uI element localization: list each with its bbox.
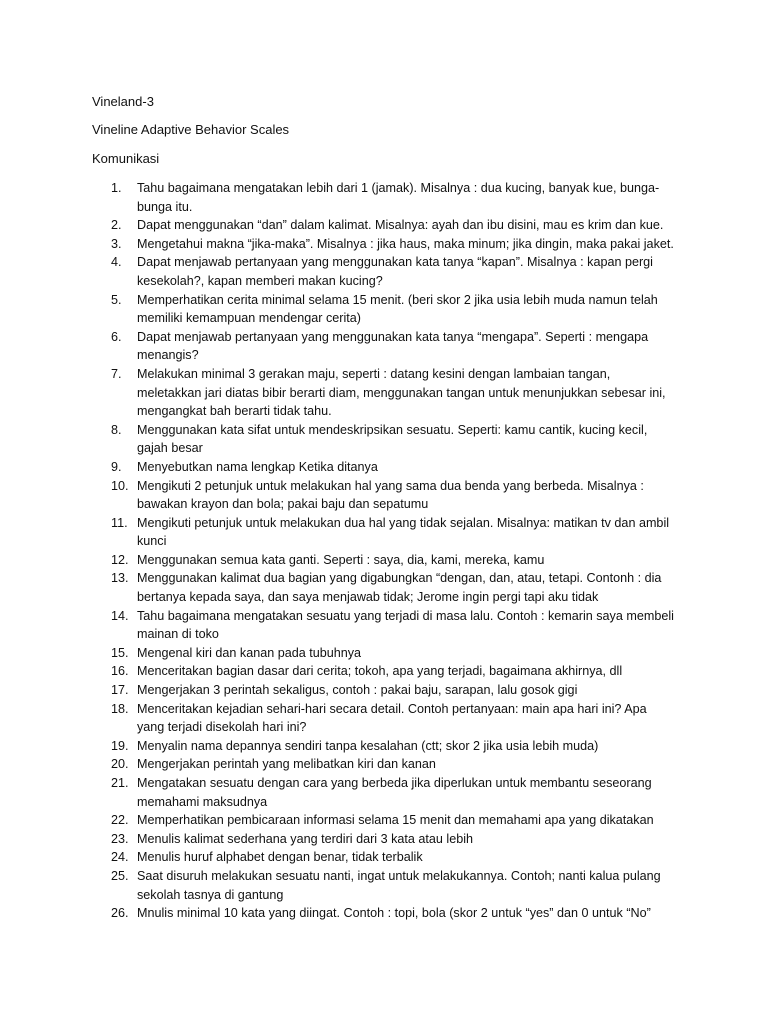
list-item (0, 569, 677, 606)
list-item-number: 3. (111, 236, 122, 251)
list-item (0, 235, 677, 254)
list-item-number: 18. (111, 701, 129, 716)
list-item (0, 737, 677, 756)
list-item-number: 14. (111, 608, 129, 623)
list-item-text: Menceritakan kejadian sehari-hari secara detail. Contoh pertanyaan: main apa hari ini? Apa yang terjadi disekolah hari ini? (137, 701, 647, 735)
list-item-text: Menggunakan kalimat dua bagian yang digabungkan “dengan, dan, atau, tetapi. Contonh : dia bertanya kepada saya, dan saya menjawab tidak; Jerome ingin pergi tapi aku tidak (137, 571, 662, 605)
list-item-number: 1. (111, 181, 122, 195)
list-item (0, 514, 677, 551)
list-item (0, 179, 677, 216)
list-item (0, 253, 677, 290)
list-item-text: Mengenal kiri dan kanan pada tubuhnya (137, 645, 362, 660)
list-item-text: Memperhatikan pembicaraan informasi selama 15 menit dan memahami apa yang dikatakan (137, 813, 654, 828)
list-item (0, 551, 677, 570)
list-item-number: 5. (111, 292, 122, 307)
list-item-text: Mnulis minimal 10 kata yang diingat. Contoh : topi, bola (skor 2 untuk “yes” dan 0 untuk “No” (137, 906, 651, 921)
list-item-number: 26. (111, 906, 129, 921)
list-item-text: Menceritakan bagian dasar dari cerita; tokoh, apa yang terjadi, bagaimana akhirnya, dll (137, 664, 623, 679)
list-item-text: Tahu bagaimana mengatakan lebih dari 1 (jamak). Misalnya : dua kucing, banyak kue, bunga-bunga itu. (137, 181, 660, 214)
list-item (0, 216, 677, 235)
list-item-text: Mengerjakan perintah yang melibatkan kiri dan kanan (137, 757, 436, 772)
list-item-number: 6. (111, 329, 122, 344)
list-item-number: 24. (111, 850, 129, 865)
list-item-text: Memperhatikan cerita minimal selama 15 menit. (beri skor 2 jika usia lebih muda namun telah memiliki kemampuan mendengar cerita) (137, 292, 658, 326)
list-item (0, 867, 677, 904)
list-item-text: Mengikuti 2 petunjuk untuk melakukan hal yang sama dua benda yang berbeda. Misalnya : bawakan krayon dan bola; pakai baju dan sepatumu (137, 478, 644, 512)
list-item-text: Menggunakan kata sifat untuk mendeskripsikan sesuatu. Seperti: kamu cantik, kucing kecil, gajah besar (137, 422, 648, 456)
list-item (0, 830, 677, 849)
list-item-text: Melakukan minimal 3 gerakan maju, seperti : datang kesini dengan lambaian tangan, meletakkan jari diatas bibir berarti diam, menggunakan tangan untuk menunjukkan sebesar ini, mengangkat bah berarti tidak tahu. (137, 366, 666, 419)
list-item-text: Mengikuti petunjuk untuk melakukan dua hal yang tidak sejalan. Misalnya: matikan tv dan ambil kunci (137, 515, 670, 549)
list-item-text: Menulis huruf alphabet dengan benar, tidak terbalik (137, 850, 423, 865)
list-item-number: 21. (111, 776, 129, 790)
list-item-number: 12. (111, 552, 129, 567)
list-item (0, 811, 677, 830)
list-item-text: Dapat menjawab pertanyaan yang menggunakan kata tanya “kapan”. Misalnya : kapan pergi kesekolah?, kapan memberi makan kucing? (137, 255, 653, 288)
list-item (0, 607, 677, 644)
section-heading: Komunikasi (92, 151, 160, 166)
list-item (0, 755, 677, 774)
list-item-number: 13. (111, 571, 129, 586)
list-item-text: Tahu bagaimana mengatakan sesuatu yang terjadi di masa lalu. Contoh : kemarin saya membeli mainan di toko (137, 608, 674, 642)
list-item (0, 291, 677, 328)
list-item-number: 20. (111, 757, 129, 772)
list-item (0, 421, 677, 458)
list-item-number: 16. (111, 664, 129, 679)
list-item (0, 644, 677, 663)
list-item-number: 2. (111, 218, 122, 233)
list-item-number: 22. (111, 813, 129, 828)
list-item-number: 19. (111, 738, 129, 753)
list-item-number: 8. (111, 422, 122, 437)
list-item (0, 365, 677, 421)
list-item-text: Mengerjakan 3 perintah sekaligus, contoh : pakai baju, sarapan, lalu gosok gigi (137, 683, 578, 698)
numbered-list (0, 179, 768, 923)
list-item-number: 15. (111, 645, 129, 660)
list-item-text: Saat disuruh melakukan sesuatu nanti, ingat untuk melakukannya. Contoh; nanti kalua pulang sekolah tasnya di gantung (137, 868, 661, 902)
list-item-text: Menyebutkan nama lengkap Ketika ditanya (137, 459, 378, 474)
list-item-text: Mengatakan sesuatu dengan cara yang berbeda jika diperlukan untuk membantu seseorang memahami maksudnya (137, 776, 652, 809)
list-item-text: Menggunakan semua kata ganti. Seperti : saya, dia, kami, mereka, kamu (137, 552, 545, 567)
list-item-text: Dapat menggunakan “dan” dalam kalimat. Misalnya: ayah dan ibu disini, mau es krim dan kue. (137, 218, 664, 233)
list-item (0, 477, 677, 514)
list-item-number: 10. (111, 478, 129, 493)
list-item-number: 17. (111, 683, 129, 698)
list-item (0, 848, 677, 867)
list-item (0, 662, 677, 681)
list-item-number: 9. (111, 459, 122, 474)
list-item-number: 4. (111, 255, 122, 270)
list-item-text: Dapat menjawab pertanyaan yang menggunakan kata tanya “mengapa”. Seperti : mengapa menangis? (137, 329, 649, 363)
list-item-number: 25. (111, 868, 129, 883)
list-item-number: 11. (111, 515, 128, 530)
list-item (0, 328, 677, 365)
list-item-text: Menyalin nama depannya sendiri tanpa kesalahan (ctt; skor 2 jika usia lebih muda) (137, 738, 599, 753)
list-item-text: Mengetahui makna “jika-maka”. Misalnya : jika haus, maka minum; jika dingin, maka pakai jaket. (137, 236, 674, 251)
list-item (0, 700, 677, 737)
list-item-number: 7. (111, 366, 122, 381)
document-subtitle: Vineline Adaptive Behavior Scales (92, 122, 290, 137)
list-item (0, 681, 677, 700)
document-title: Vineland-3 (92, 94, 154, 109)
list-item (0, 774, 677, 811)
list-item-text: Menulis kalimat sederhana yang terdiri dari 3 kata atau lebih (137, 831, 474, 846)
list-item-number: 23. (111, 831, 129, 846)
list-item (0, 458, 677, 477)
list-item (0, 904, 677, 923)
